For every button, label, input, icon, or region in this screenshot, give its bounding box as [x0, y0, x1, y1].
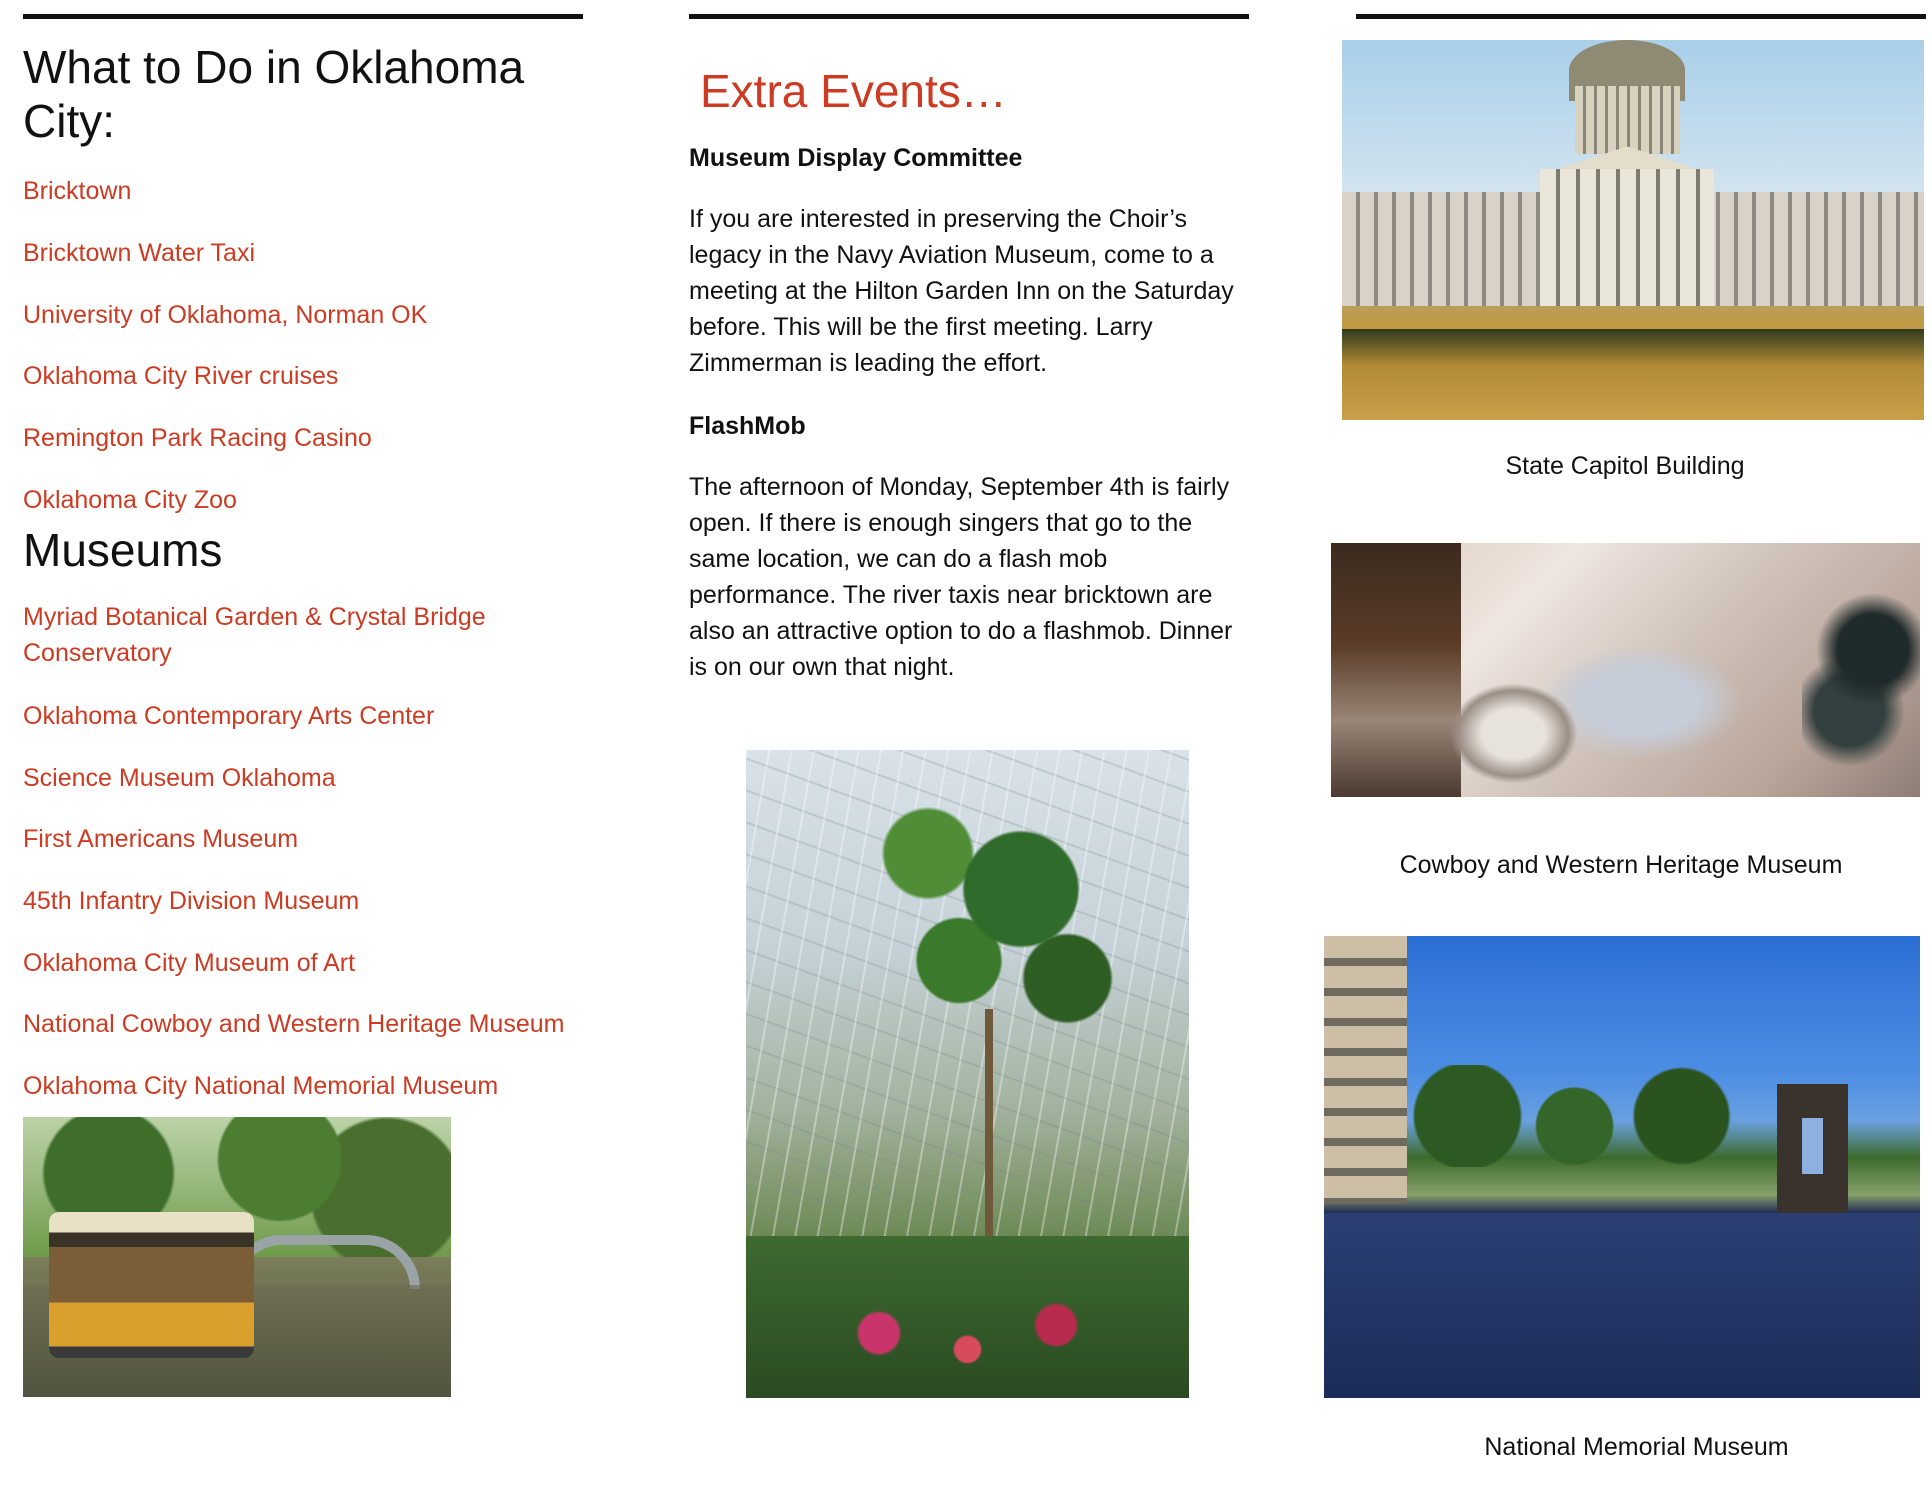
extra-events-title: Extra Events…	[700, 65, 1007, 117]
museum-display-committee-heading: Museum Display Committee	[689, 144, 1023, 172]
link-remington-park[interactable]: Remington Park Racing Casino	[23, 424, 372, 452]
water-taxi-photo	[23, 1117, 451, 1397]
museum-display-committee-text: If you are interested in preserving the Choir’s legacy in the Navy Aviation Museum, come to a meeting at the Hilton Garden Inn on the Saturday before. This will be the first meeting. Larry Zimmerman is leading the effort.	[689, 205, 1234, 377]
national-memorial-photo	[1324, 936, 1920, 1398]
link-national-memorial-museum[interactable]: Oklahoma City National Memorial Museum	[23, 1072, 499, 1100]
link-contemporary-arts-center[interactable]: Oklahoma Contemporary Arts Center	[23, 702, 435, 730]
botanical-garden-photo	[746, 750, 1189, 1398]
museums-heading: Museums	[23, 524, 223, 576]
link-bricktown-water-taxi[interactable]: Bricktown Water Taxi	[23, 239, 256, 267]
national-memorial-caption: National Memorial Museum	[1484, 1433, 1789, 1461]
link-river-cruises[interactable]: Oklahoma City River cruises	[23, 362, 339, 390]
link-cowboy-western-heritage[interactable]: National Cowboy and Western Heritage Museum	[23, 1010, 565, 1038]
flashmob-text: The afternoon of Monday, September 4th is fairly open. If there is enough singers that go to the same location, we can do a flash mob performance. The river taxis near bricktown are also an attractive option to do a flashmob. Dinner is on our own that night.	[689, 473, 1233, 681]
link-university-of-oklahoma[interactable]: University of Oklahoma, Norman OK	[23, 301, 428, 329]
what-to-do-heading: What to Do in Oklahoma City:	[23, 41, 525, 147]
cowboy-museum-caption: Cowboy and Western Heritage Museum	[1399, 851, 1843, 879]
state-capitol-caption: State Capitol Building	[1505, 452, 1745, 480]
right-column-rule	[1356, 14, 1926, 19]
cowboy-museum-photo	[1331, 543, 1920, 797]
link-oklahoma-city-zoo[interactable]: Oklahoma City Zoo	[23, 486, 237, 514]
flashmob-heading: FlashMob	[689, 412, 806, 440]
state-capitol-photo	[1342, 40, 1924, 420]
left-column-rule	[23, 14, 583, 19]
link-45th-infantry-museum[interactable]: 45th Infantry Division Museum	[23, 887, 360, 915]
link-museum-of-art[interactable]: Oklahoma City Museum of Art	[23, 949, 356, 977]
middle-column-rule	[689, 14, 1249, 19]
link-first-americans-museum[interactable]: First Americans Museum	[23, 825, 299, 853]
link-myriad-botanical-garden[interactable]: Myriad Botanical Garden & Crystal Bridge Conservatory	[23, 603, 486, 667]
link-bricktown[interactable]: Bricktown	[23, 177, 132, 205]
link-science-museum[interactable]: Science Museum Oklahoma	[23, 764, 336, 792]
